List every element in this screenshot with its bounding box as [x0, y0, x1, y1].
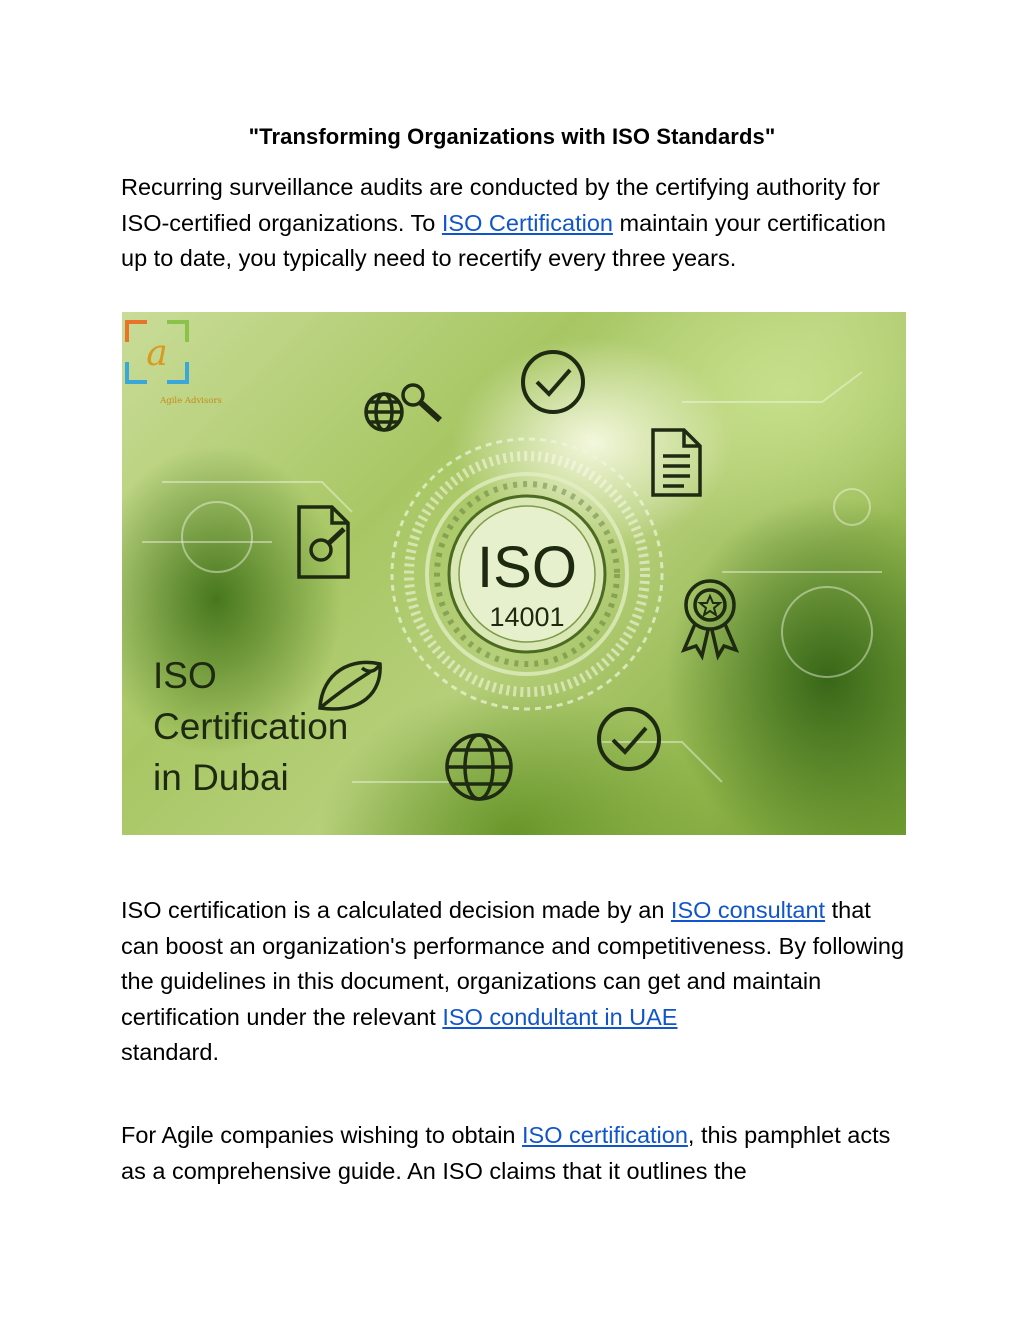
document-icon	[653, 430, 700, 495]
iso-certification-link[interactable]: ISO Certification	[441, 209, 613, 236]
iso-certification-link-2[interactable]: ISO certification	[522, 1122, 688, 1148]
paragraph-3-text-end: , this pamphlet acts as a comprehensive guide. An ISO claims that it outlines the	[121, 1122, 891, 1184]
check-circle-icon	[599, 709, 659, 769]
paragraph-1-text-start: Recurring surveillance audits are conducted by the certifying authority for ISO-certified organizations. To	[121, 174, 880, 236]
document-title: "Transforming Organizations with ISO Standards"	[248, 124, 776, 149]
award-ribbon-icon	[684, 581, 736, 656]
logo-letter: a	[146, 333, 168, 374]
paragraph-3	[121, 1118, 911, 1189]
iso-badge	[449, 496, 605, 652]
paragraph-2-text-start: ISO certification is a calculated decision made by an	[121, 897, 671, 923]
document-search-icon	[299, 507, 348, 577]
badge-iso-text: ISO	[477, 535, 577, 600]
badge-number-text: 14001	[489, 602, 565, 632]
image-caption	[153, 650, 453, 803]
paragraph-1	[121, 170, 911, 277]
paragraph-2	[121, 893, 911, 1071]
caption-line-2: Certification	[153, 706, 349, 747]
globe-icon	[447, 735, 511, 799]
caption-line-3: in Dubai	[153, 757, 289, 798]
logo-label: Agile Advisors	[160, 396, 222, 406]
paragraph-2-text-middle: that can boost an organization's performance and competitiveness. By following the guidelines in this document, organizations can get and maintain certification under the relevant	[121, 897, 905, 1030]
check-circle-icon	[523, 352, 583, 412]
iso-certification-image	[122, 312, 906, 835]
iso-consultant-uae-link[interactable]: ISO condultant in UAE	[442, 1003, 678, 1030]
paragraph-2-text-end: standard.	[121, 1039, 219, 1065]
globe-search-icon	[366, 385, 440, 430]
paragraph-1-text-end: maintain your certification up to date, you typically need to recertify every three years.	[121, 209, 886, 271]
iso-consultant-link[interactable]: ISO consultant	[670, 897, 826, 923]
paragraph-3-text-start: For Agile companies wishing to obtain	[121, 1122, 523, 1148]
caption-line-1: ISO	[153, 655, 217, 696]
agile-advisors-logo	[122, 312, 202, 402]
